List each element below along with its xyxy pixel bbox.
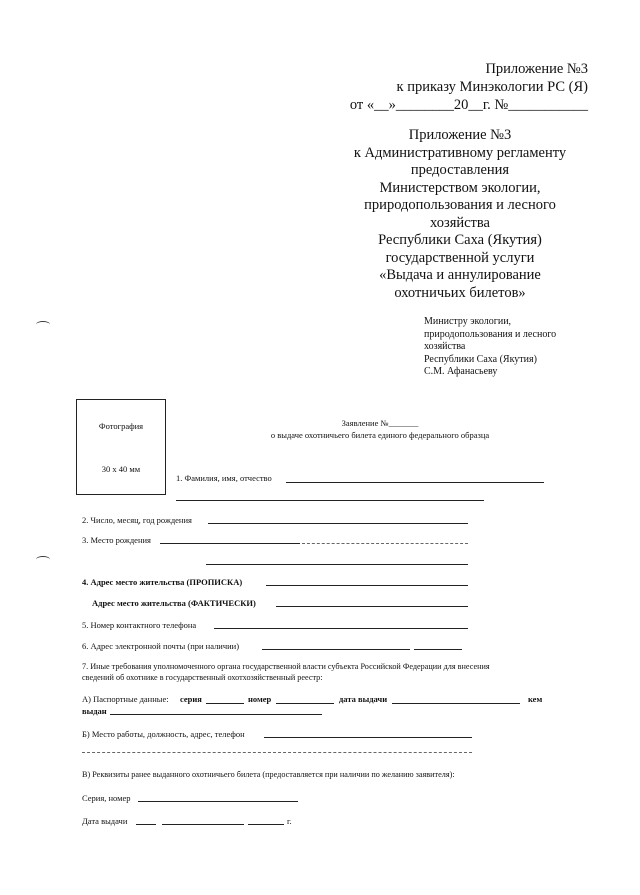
work-label: Б) Место работы, должность, адрес, телефон xyxy=(82,729,245,739)
field-full-name-label: 1. Фамилия, имя, отчество xyxy=(176,473,272,483)
passport-issued-label-1: кем xyxy=(528,694,543,704)
work-input-line-2[interactable] xyxy=(82,752,472,753)
birth-place-input-line-2[interactable] xyxy=(206,564,468,565)
field-birth-place-label: 3. Место рождения xyxy=(82,535,151,545)
photo-label: Фотография xyxy=(98,421,144,431)
email-input-line-2[interactable] xyxy=(414,649,462,650)
addressee-line: Республики Саха (Якутия) xyxy=(424,353,537,365)
header-order-ref: к приказу Минэкологии РС (Я) xyxy=(396,79,588,95)
application-title: Заявление №_______ xyxy=(341,418,419,428)
phone-input-line[interactable] xyxy=(214,628,468,629)
addressee-line: природопользования и лесного xyxy=(424,328,557,340)
issue-year-input-line[interactable] xyxy=(248,824,284,825)
application-subtitle: о выдаче охотничьего билета единого федерального образца xyxy=(270,430,490,440)
field-birth-date-label: 2. Число, месяц, год рождения xyxy=(82,515,192,525)
passport-series-input-line[interactable] xyxy=(206,703,244,704)
passport-number-input-line[interactable] xyxy=(276,703,334,704)
field-email-label: 6. Адрес электронной почты (при наличии) xyxy=(82,641,240,651)
photo-size: 30 х 40 мм xyxy=(101,464,141,474)
appendix-line: Министерством экологии, xyxy=(379,179,541,196)
appendix-line: Приложение №3 xyxy=(408,127,512,143)
year-suffix: г. xyxy=(287,816,292,826)
passport-date-input-line[interactable] xyxy=(392,703,520,704)
full-name-input-line[interactable] xyxy=(286,482,544,483)
scan-mark xyxy=(36,321,50,328)
series-number-input-line[interactable] xyxy=(138,801,298,802)
issue-month-input-line[interactable] xyxy=(162,824,244,825)
appendix-line: природопользования и лесного xyxy=(364,197,556,213)
scan-mark xyxy=(36,556,50,563)
series-number-label: Серия, номер xyxy=(82,793,131,803)
appendix-line: государственной услуги xyxy=(385,249,535,266)
passport-series-label: серия xyxy=(180,694,202,704)
field-other-requirements-line1: 7. Иные требования уполномоченного органа государственной власти субъекта Российской Федерации для внесения xyxy=(82,662,490,671)
passport-number-label: номер xyxy=(248,694,272,704)
appendix-line: хозяйства xyxy=(430,214,490,231)
registered-address-input-line[interactable] xyxy=(266,585,468,586)
work-input-line[interactable] xyxy=(264,737,472,738)
passport-issued-label-2: выдан xyxy=(82,706,107,716)
appendix-line: предоставления xyxy=(410,162,510,178)
photo-placeholder xyxy=(76,399,166,495)
birth-place-input-line-faded[interactable] xyxy=(302,543,468,544)
field-registered-address-label: 4. Адрес место жительства (ПРОПИСКА) xyxy=(82,577,243,587)
appendix-line: «Выдача и аннулирование xyxy=(379,267,541,283)
birth-place-input-line[interactable] xyxy=(160,543,300,544)
previous-ticket-label: В) Реквизиты ранее выданного охотничьего билета (предоставляется при наличии по желанию заявителя): xyxy=(82,770,455,779)
passport-issued-input-line[interactable] xyxy=(110,714,322,715)
birth-date-input-line[interactable] xyxy=(208,523,468,524)
appendix-line: Республики Саха (Якутия) xyxy=(378,232,542,248)
appendix-line: охотничьих билетов» xyxy=(394,284,526,301)
header-order-date: от «__»________20__г. №___________ xyxy=(349,97,588,113)
passport-date-label: дата выдачи xyxy=(339,694,388,704)
issue-day-input-line[interactable] xyxy=(136,824,156,825)
addressee-block xyxy=(424,316,556,379)
field-other-requirements-line2: сведений об охотнике в государственный охотхозяйственный реестр: xyxy=(82,673,323,682)
addressee-line: хозяйства xyxy=(424,341,466,353)
email-input-line[interactable] xyxy=(262,649,410,650)
actual-address-input-line[interactable] xyxy=(276,606,468,607)
field-actual-address-label: Адрес место жительства (ФАКТИЧЕСКИ) xyxy=(92,598,256,608)
addressee-line: С.М. Афанасьеву xyxy=(424,366,498,378)
issue-date-label: Дата выдачи xyxy=(82,816,128,826)
header-appendix-label: Приложение №3 xyxy=(485,61,588,77)
field-phone-label: 5. Номер контактного телефона xyxy=(82,620,197,630)
passport-label: А) Паспортные данные: xyxy=(82,694,169,704)
appendix-line: к Административному регламенту xyxy=(353,144,567,161)
full-name-input-line-2[interactable] xyxy=(176,500,484,501)
appendix-block xyxy=(340,127,580,302)
addressee-line: Министру экологии, xyxy=(424,316,512,327)
